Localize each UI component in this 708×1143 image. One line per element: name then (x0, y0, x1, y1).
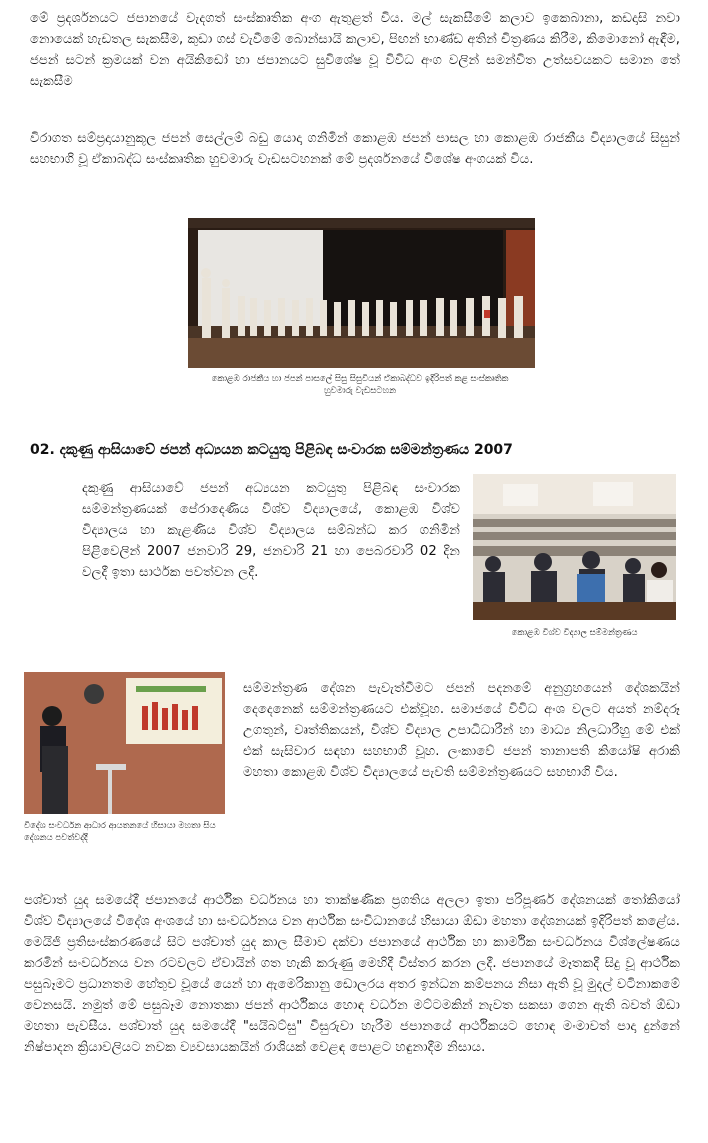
stage-performance-image (188, 218, 535, 368)
stage-performance-photo (188, 218, 535, 368)
seminar-audience-image (473, 474, 676, 620)
photo-caption-lecturer: විදේශ සංවර්ධන ආධාර ආයතනයේ හිසායා මහතා සිය දේශනය පවත්වද්දී (24, 821, 216, 843)
paragraph-economic-lecture: පශ්චාත් යුද සමයේදී ජපානයේ ආර්ථික වර්ධනය හා තාක්ෂණික ප්‍රගතිය අලලා ඉතා පරිපූර්ණ දේශනයක් තෝකියෝ විශ්ව විද්‍යාලයේ විදේශ අංශයේ හා සංවර්ධනය වන ආර්ථික සංවිධානයේ හිසායා ඕඩා මහතා දේශනයක් ඉදිරිපත් කළේය. මෙයිජි ප්‍රතිසංස්කරණයේ සිට පශ්චාත් යුද කාල සීමාව දක්වා ජපානයේ ආර්ථික හා කාර්මික සංවර්ධනය විශ්ලේෂණය කරමින් සංවර්ධනය වන රටවලට ඒවායින් ගත හැකි කරුණු මෙහිදී විස්තර කරන ලදී. ජපානයේ මෑතකදී සිදු වූ ආර්ථික පසුබෑමට ප්‍රධානතම හේතුව වූයේ යෙන් හා ඇමෙරිකානු ඩොලරය අතර ඉන්ධන කම්පනය නිසා ඇති වූ මුදල් වටිනාකමේ වෙනසයි. නමුත් මේ පසුබෑම නොතකා ජපන් ආර්ථිකය හොඳ වර්ධන මට්ටමකින් නැවත සකසා ගෙන ඇති බවත් ඕඩා මහතා පැවසීය. පශ්චාත් යුද සමයේදී "සයිබට්සු" විසුරුවා හැරීම ජපානයේ ආර්ථිකයට හොඳ මංමාවත් පාදා දුන්නේ නිෂ්පාදන ක්‍රියාවලියට නවක ව්‍යවසායකයින් රාශියක් වෙළඳ පොළට හඳුනාදීම නිසාය. (24, 893, 680, 1055)
lecturer-photo (24, 672, 225, 814)
paragraph-exchange-program: විරාගත සම්ප්‍රදායානුකූල ජපන් සෙල්ලම් බඩු යොදා ගනිමින් කොළඹ ජපන් පාසල හා කොළඹ රාජකීය විද්‍යාලයේ සිසුන් සහභාගි වූ ඒකාබද්ධ සංස්කෘතික හුවමාරු වැඩසටහනක් මේ ප්‍රදර්ශනයේ විශේෂ අංගයක් විය. (30, 131, 680, 167)
paragraph-seminar-intro: දකුණු ආසියාවේ ජපන් අධ්‍යයන කටයුතු පිළිබඳ සංවාරක සම්මන්ත්‍රණයක් පේරාදෙණිය විශ්ව විද්‍යාලයේ, කොළඹ විශ්ව විද්‍යාලය හා කැළණිය විශ්ව විද්‍යාලය සම්බන්ධ කර ගනිමින් පිළිවෙලින් 2007 ජනවාරි 29, ජනවාරි 21 හා පෙබරවාරි 02 දින වලදී ඉතා සාර්ථක පවත්වන ලදී. (82, 481, 460, 580)
photo-caption-stage: කොළඹ රාජකීය හා ජපන් පාසලේ සිසු සිසුවියන් ඒකාබද්ධව ඉදිරිපත් කළ සංස්කෘතික හුවමාරු වැඩසටහන (211, 374, 509, 396)
photo-caption-seminar: කොළඹ විශ්ව විද්‍යාල සම්මන්ත්‍රණය (511, 628, 638, 638)
paragraph-seminar-lectures: සම්මන්ත්‍රණ දේශන පැවැත්වීමට ජපන් පදනමේ අනුග්‍රහයෙන් දේශකයින් දෙදෙනෙක් සම්මන්ත්‍රණයට එක්වූහ. සමාජයේ විවිධ අංශ වලට අයත් නම්දරූ උගතුන්, වෘත්තිකයන්, විශ්ව විද්‍යාල උපාධිධාරීන් හා මාධ්‍ය නිලධාරීහු මේ එක් එක් සැසිවාර සඳහා සහභාගි වූහ. ලංකාවේ ජපන් තානාපති කියෝෂි අරාකි මහතා කොළඹ විශ්ව විද්‍යාලයේ පැවති සම්මන්ත්‍රණයට සහභාගි විය. (243, 681, 680, 780)
paragraph-exhibition-elements: මේ ප්‍රදර්ශනයට ජපානයේ වැදගත් සංස්කෘතික අංග ඇතුළත් විය. මල් සැකසීමේ කලාව ඉකෙබානා, කඩදාසි නවා නොයෙක් හැඩතල සැකසීම, කුඩා ගස් වැවීමේ බොන්සායි කලාව, පිඟන් භාණ්ඩ අතින් චිත්‍රණය කිරීම, කිමොනෝ ඇඳීම, ජපන් සටන් ක්‍රමයක් වන අයිකිඩෝ හා ජපානයට සුවිශේෂ වූ විවිධ අංග වලින් සමන්විත උත්සවයකට සමාන තේ සැකසීම (30, 11, 680, 89)
lecturer-image (24, 672, 225, 814)
seminar-audience-photo (473, 474, 676, 620)
section-heading: 02. දකුණු ආසියාවේ ජපන් අධ්‍යයන කටයුතු පිළිබඳ සංවාරක සම්මන්ත්‍රණය 2007 (30, 442, 513, 458)
